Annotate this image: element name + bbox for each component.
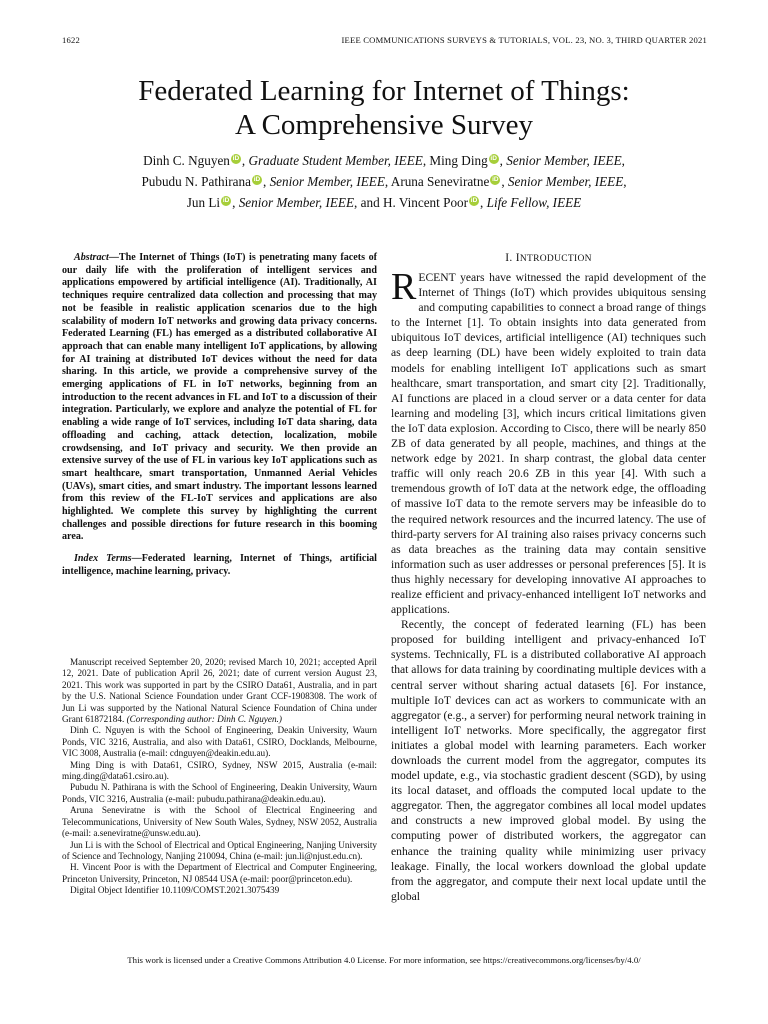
intro-paragraph-1 <box>391 266 706 617</box>
left-column <box>62 252 377 589</box>
page-number: 1622 <box>62 35 80 45</box>
section-heading <box>391 252 706 266</box>
orcid-icon[interactable]: iD <box>222 197 230 204</box>
orcid-icon[interactable]: iD <box>492 176 499 183</box>
title-line-1: Federated Learning for Internet of Things: <box>138 75 630 107</box>
author-membership: Senior Member, IEEE <box>507 174 624 189</box>
index-terms-text: Federated learning, Internet of Things, artificial intelligence, machine learning, privacy. <box>62 553 377 577</box>
footnote-affiliation: Jun Li is with the School of Electrical and Optical Engineering, Nanjing University of Science and Technology, Nanjing 210094, China (e-mail: jun.li@njust.edu.cn). <box>62 839 377 861</box>
abstract-label: Abstract <box>74 252 109 263</box>
author-list <box>40 150 728 213</box>
footnote-affiliation: Aruna Seneviratne is with the School of Electrical Engineering and Telecommunications, University of New South Wales, Sydney, NSW 2052, Australia (e-mail: a.seneviratne@unsw.edu.au). <box>62 805 377 839</box>
orcid-icon[interactable]: iD <box>253 176 261 183</box>
index-terms: Index Terms—Federated learning, Internet of Things, artificial intelligence, machine learning, privacy. <box>62 553 377 577</box>
author-name: Pubudu N. Pathirana <box>141 174 251 189</box>
orcid-icon[interactable]: iD <box>470 197 478 204</box>
abstract-text: The Internet of Things (IoT) is penetrating many facets of our daily life with the proliferation of intelligent services and applications empowered by artificial intelligence (AI). Traditionally, AI techniques require centralized data collection and processing that may not be feasible in realistic application scenarios due to the high scalability of modern IoT networks and growing data privacy concerns. Federated Learning (FL) has emerged as a distributed collaborative AI approach that can enable many intelligent IoT applications, by allowing for AI training at distributed IoT devices without the need for data sharing. In this article, we provide a comprehensive survey of the emerging applications of FL in IoT networks, beginning from an introduction to the recent advances in FL and IoT to a discussion of their integration. Particularly, we explore and analyze the potential of FL for enabling a wide range of IoT services, including IoT data sharing, data offloading and caching, attack detection, localization, mobile crowdsensing, and IoT privacy and security. We then provide an extensive survey of the use of FL in various key IoT applications such as smart healthcare, smart transportation, Unmanned Aerial Vehicles (UAVs), smart cities, and smart industry. The important lessons learned from this review of the FL-IoT services and applications are also highlighted. We complete this survey by highlighting the current challenges and possible directions for future research in this booming area. <box>62 252 377 543</box>
author-membership: Senior Member, IEEE <box>238 195 355 210</box>
footnote-affiliation: H. Vincent Poor is with the Department of Electrical and Computer Engineering, Princeton University, Princeton, NJ 08544 USA (e-mail: poor@princeton.edu). <box>62 862 377 884</box>
author-membership: Life Fellow, IEEE <box>486 195 582 210</box>
doi: Digital Object Identifier 10.1109/COMST.2021.3075439 <box>70 885 280 896</box>
footnote-manuscript-text: Manuscript received September 20, 2020; revised March 10, 2021; accepted April 12, 2021. Date of publication April 26, 2021; date of current version August 23, 2021. This work was supported in part by the CSIRO Data61, Australia, and in part by the U.S. National Science Foundation under Grant CCF-1908308. The work of Jun Li was supported by the National Natural Science Foundation of China under Grant 61872184. <box>62 657 377 725</box>
abstract: Abstract—The Internet of Things (IoT) is penetrating many facets of our daily life with the proliferation of intelligent services and applications empowered by artificial intelligence (AI). Traditionally, AI techniques require centralized data collection and processing that may not be feasible in realistic application scenarios due to the high scalability of modern IoT networks and growing data privacy concerns. Federated Learning (FL) has emerged as a distributed collaborative AI approach that can enable many intelligent IoT applications, by allowing for AI training at distributed IoT devices without the need for data sharing. In this article, we provide a comprehensive survey of the emerging applications of FL in IoT networks, beginning from an introduction to the recent advances in FL and IoT to a discussion of their integration. Particularly, we explore and analyze the potential of FL for enabling a wide range of IoT services, including IoT data sharing, data offloading and caching, attack detection, localization, mobile crowdsensing, and IoT privacy and security. We then provide an extensive survey of the use of FL in various key IoT applications such as smart healthcare, smart transportation, Unmanned Aerial Vehicles (UAVs), smart cities, and smart industry. The important lessons learned from this review of the FL-IoT services and applications are also highlighted. We complete this survey by highlighting the current challenges and possible directions for future research in this booming area. <box>62 252 377 543</box>
author-line-3: Jun Li iD , Senior Member, IEEE, and H. Vincent Poor iD , Life Fellow, IEEE <box>186 195 582 210</box>
intro-paragraph-1-text: ECENT years have witnessed the rapid development of the Internet of Things (IoT) which provides ubiquitous sensing and computing capabilities to connect a broad range of things to the Internet [1]. To obtain insights into data generated from ubiquitous IoT devices, artificial intelligence (AI) techniques such as deep learning (DL) have been widely exploited to train data models for enabling intelligent IoT applications such as smart healthcare, smart transportation, and smart city [2]. Traditionally, AI functions are placed in a cloud server or a data center for data learning and modeling [3], which incurs critical limitations given the IoT data explosion. According to Cisco, there will be nearly 850 ZB of data generated by all people, machines, and things at the network edge by 2021. In sharp contrast, the global data center traffic will only reach 20.6 ZB in this year [4]. With such a tremendous growth of IoT data at the network edge, the offloading of massive IoT data to the remote servers may be infeasible do to the required network resources and the incurred latency. The use of third-party servers for AI training also raises privacy concerns such as data breaches as the training data may contain sensitive information such as user addresses or personal preferences [5]. It is thus highly necessary for developing innovative AI approaches to realize efficient and privacy-enhanced intelligent IoT networks and applications. <box>391 271 706 617</box>
section-title-initial: I <box>515 252 520 264</box>
index-terms-label: Index Terms <box>74 553 132 565</box>
author-membership: Graduate Student Member, IEEE <box>248 153 423 168</box>
author-name: Jun Li <box>186 195 221 210</box>
author-name: Dinh C. Nguyen <box>143 153 230 168</box>
footnote-affiliation: Ming Ding is with Data61, CSIRO, Sydney, NSW 2015, Australia (e-mail: ming.ding@data61.csiro.au). <box>62 759 377 782</box>
title-line-2: A Comprehensive Survey <box>234 109 533 141</box>
first-page-footnote <box>62 657 377 897</box>
footnote-affiliation: Pubudu N. Pathirana is with the School of Engineering, Deakin University, Waurn Ponds, VIC 3216, Australia (e-mail: pubudu.pathirana@deakin.edu.au). <box>62 782 377 804</box>
drop-cap: R <box>391 266 417 308</box>
author-membership: Senior Member, IEEE <box>506 153 622 168</box>
section-title-rest: NTRODUCTION <box>519 254 592 264</box>
author-line-1: Dinh C. Nguyen iD , Graduate Student Member, IEEE, Ming Ding iD , Senior Member, IEEE, <box>143 153 625 168</box>
journal-header: IEEE COMMUNICATIONS SURVEYS & TUTORIALS, VOL. 23, NO. 3, THIRD QUARTER 2021 <box>341 35 707 45</box>
footnote-affiliation: Dinh C. Nguyen is with the School of Engineering, Deakin University, Waurn Ponds, VIC 3216, Australia, and also with Data61, CSIRO, Docklands, Melbourne, VIC 3008, Australia (e-mail: cdnguyen@deakin.edu.au). <box>62 725 377 759</box>
corresponding-author: (Corresponding author: Dinh C. Nguyen.) <box>126 714 282 725</box>
orcid-icon[interactable]: iD <box>490 155 497 162</box>
footnote-manuscript-info <box>62 657 377 725</box>
author-name: Aruna Seneviratne <box>390 174 490 189</box>
intro-paragraph-2: Recently, the concept of federated learning (FL) has been proposed for building intelligent and privacy-enhanced IoT systems. Technically, FL is a distributed collaborative AI approach that allows for data training by coordinating multiple devices with a central server without sharing actual datasets [6]. For instance, multiple IoT devices can act as workers to communicate with an aggregator (e.g., a server) for performing neural network training in intelligent IoT networks. More specifically, the aggregator first initiates a global model with learning parameters. Each worker downloads the current model from the aggregator, computes its model update, e.g., via stochastic gradient descent (SGD), by using its local dataset, and offloads the computed local update to the aggregator. Then, the aggregator combines all local model updates and constructs a new improved global model. By using the computing power of distributed workers, the aggregator can enhance the training quality while minimizing user privacy leakage. Finally, the local workers download the global update from the aggregator, and compute their next local update until the global <box>391 618 706 903</box>
paper-title <box>40 74 728 142</box>
orcid-icon[interactable]: iD <box>232 155 240 162</box>
license-notice: This work is licensed under a Creative Commons Attribution 4.0 License. For more information, see https://creativecommons.org/licenses/by/4.0/ <box>127 955 641 965</box>
author-name: H. Vincent Poor <box>382 195 469 210</box>
author-line-2: Pubudu N. Pathirana iD , Senior Member, IEEE, Aruna Seneviratne iD , Senior Member, IEEE, <box>141 174 627 189</box>
author-membership: Senior Member, IEEE <box>269 174 385 189</box>
author-name: Ming Ding <box>429 153 488 168</box>
right-column <box>391 252 706 904</box>
section-number: I. <box>505 252 513 264</box>
